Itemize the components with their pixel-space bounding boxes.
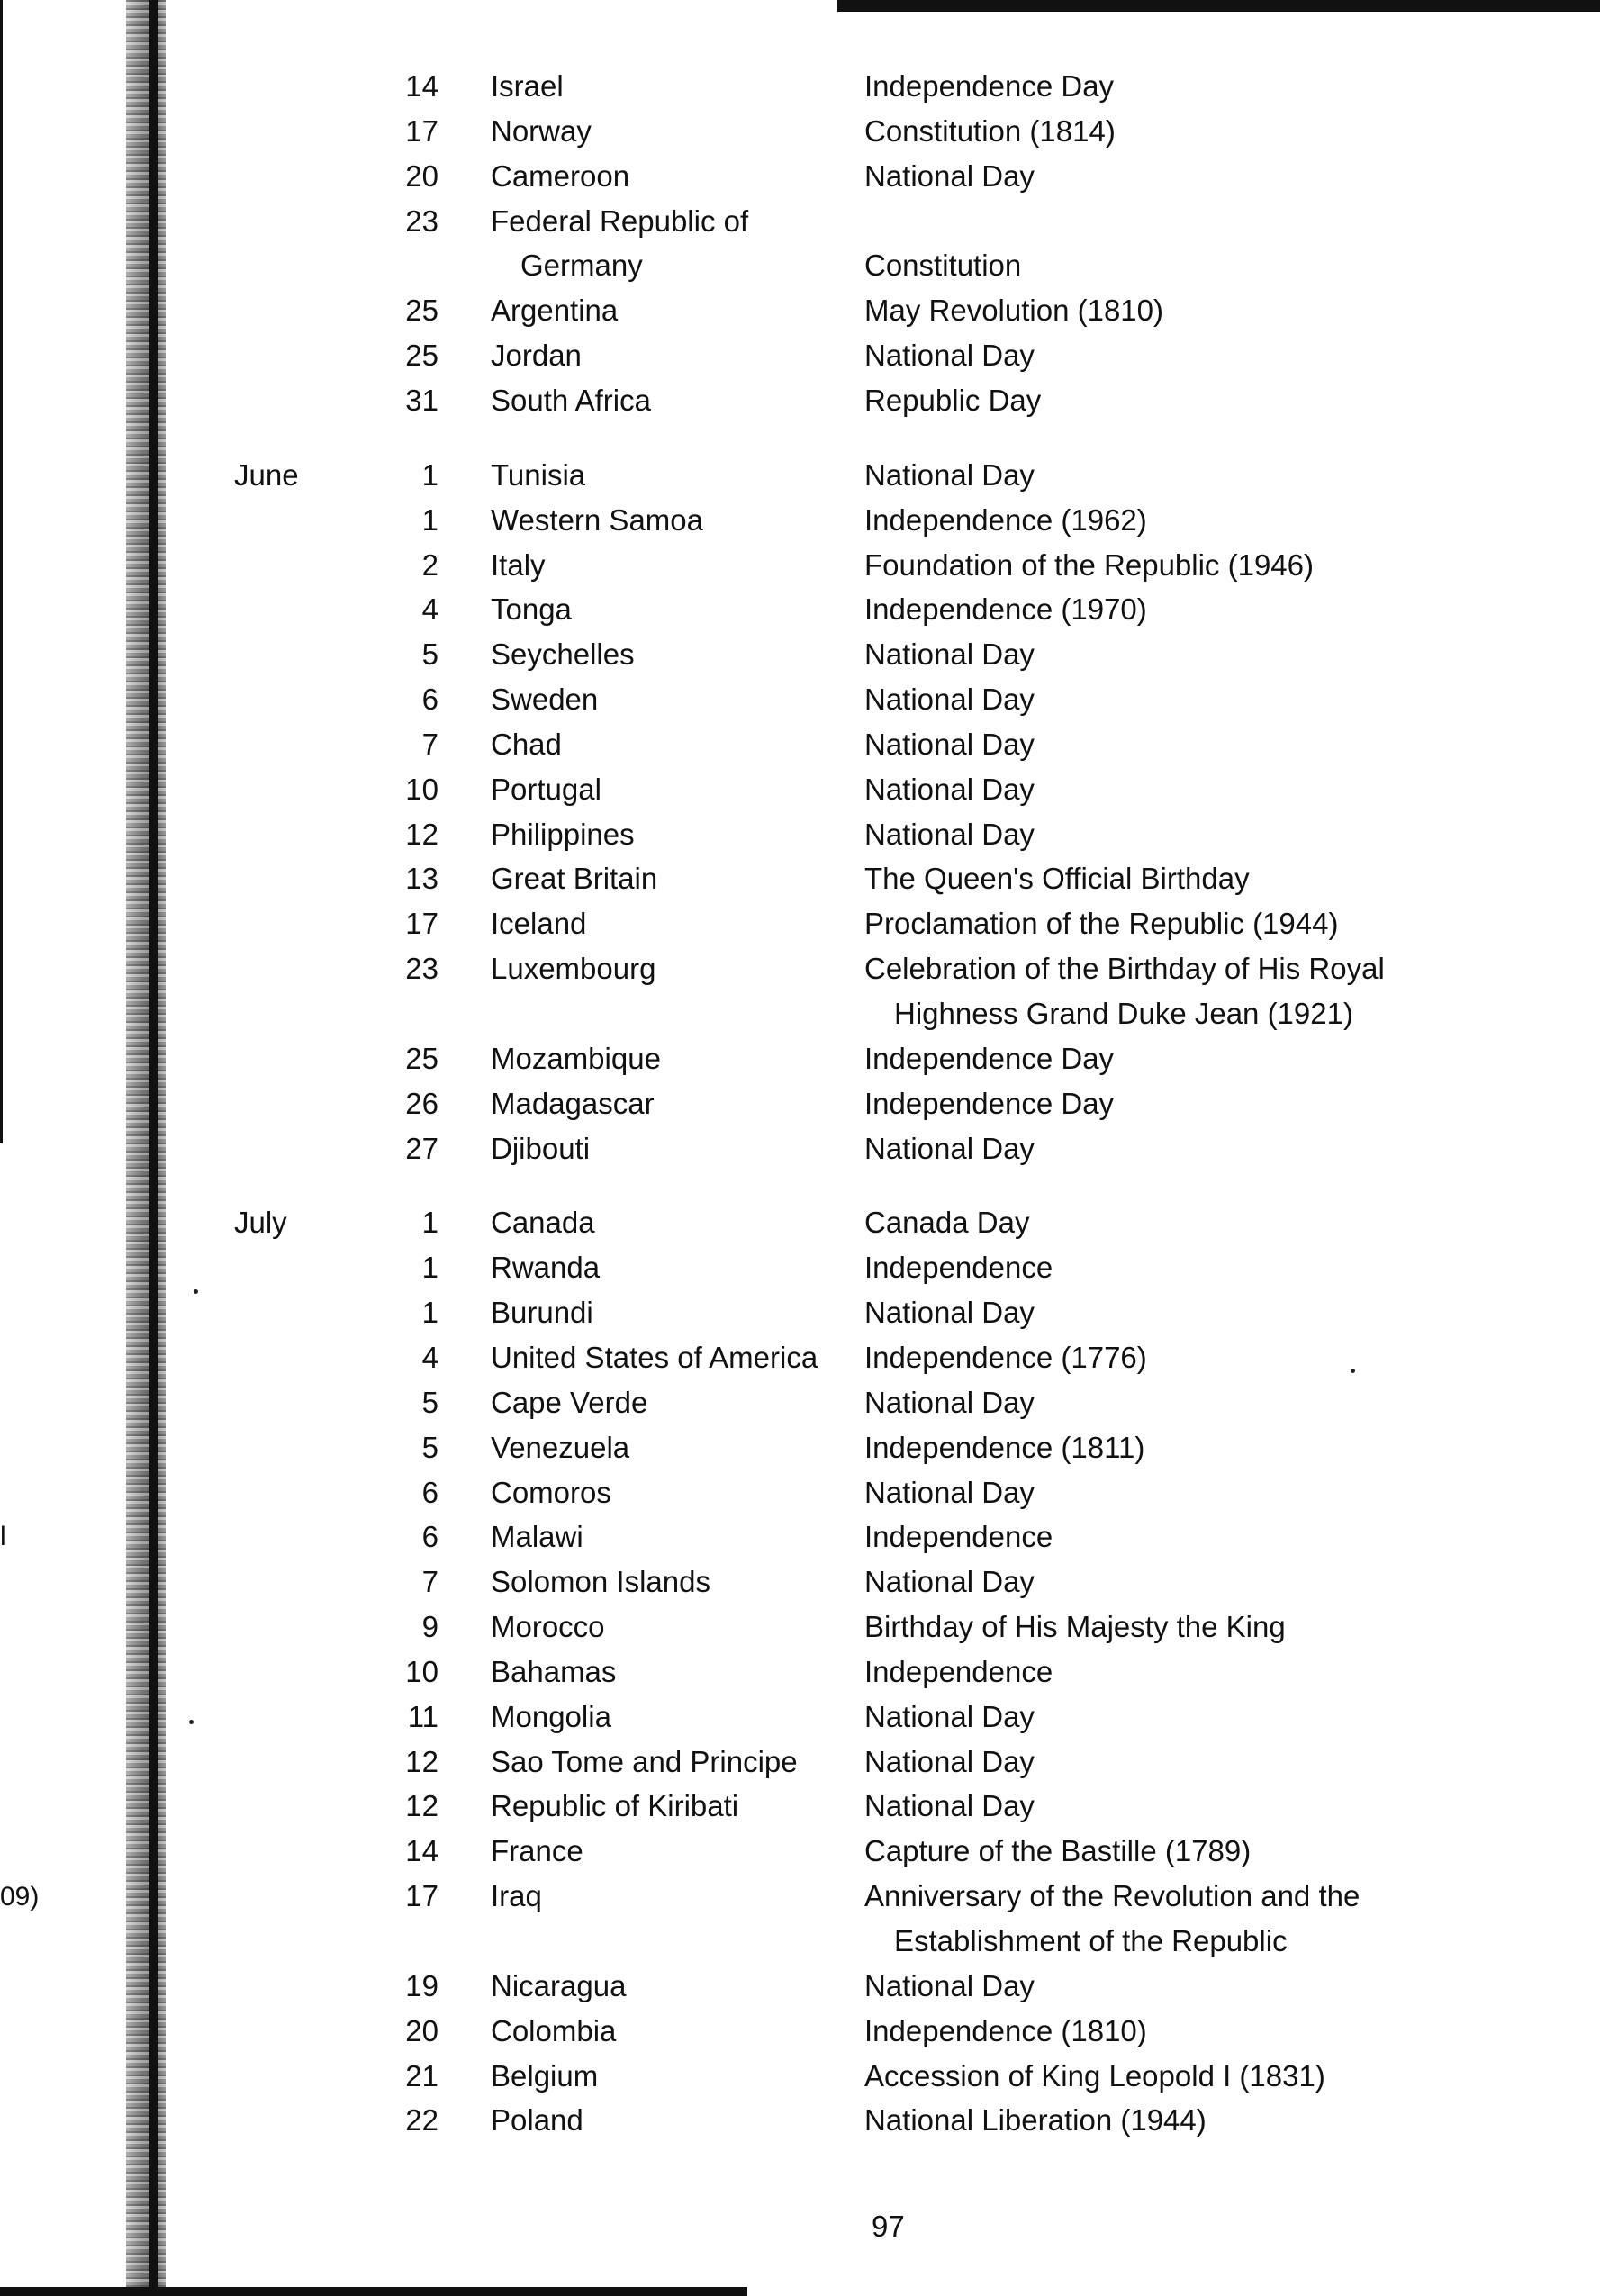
country-name: Malawi xyxy=(491,1520,583,1554)
day-number: 20 xyxy=(405,2013,438,2047)
day-number: 10 xyxy=(405,772,438,806)
table-row xyxy=(0,288,1600,333)
country-name: Norway xyxy=(491,113,592,148)
day-number: 17 xyxy=(405,907,438,941)
event-name: Capture of the Bastille (1789) xyxy=(864,1834,1252,1868)
facing-page-fragment: 09) xyxy=(0,1882,40,1912)
country-name: Federal Republic of xyxy=(491,203,749,238)
event-name: Independence xyxy=(864,1251,1053,1285)
day-number: 6 xyxy=(421,1520,438,1554)
country-name: South Africa xyxy=(491,383,651,417)
day-number: 4 xyxy=(421,592,438,627)
day-number: 1 xyxy=(421,1251,438,1285)
country-name: Western Samoa xyxy=(491,502,703,537)
table-row xyxy=(0,1380,1600,1425)
table-row xyxy=(0,991,1600,1036)
event-name: National Day xyxy=(864,772,1035,806)
event-name: The Queen's Official Birthday xyxy=(864,862,1250,896)
table-row xyxy=(0,378,1600,423)
country-name: Germany xyxy=(520,249,643,283)
country-name: Belgium xyxy=(491,2058,599,2093)
country-name: Djibouti xyxy=(491,1131,591,1165)
event-name: Independence (1962) xyxy=(864,502,1147,537)
day-number: 5 xyxy=(421,1385,438,1419)
day-number: 7 xyxy=(421,1565,438,1599)
scan-speck xyxy=(194,1289,198,1294)
event-name: Independence (1776) xyxy=(864,1340,1147,1374)
day-number: 1 xyxy=(421,502,438,537)
day-number: 23 xyxy=(405,203,438,238)
country-name: Republic of Kiribati xyxy=(491,1789,739,1823)
event-name: National Day xyxy=(864,1968,1035,2002)
page-number: 97 xyxy=(872,2210,905,2243)
event-name: Independence (1970) xyxy=(864,592,1147,627)
month-label: July xyxy=(234,1206,287,1240)
scan-top-border xyxy=(837,0,1600,12)
event-name: National Day xyxy=(864,1131,1035,1165)
country-name: Bahamas xyxy=(491,1654,617,1688)
day-number: 31 xyxy=(405,383,438,417)
country-name: Iceland xyxy=(491,907,587,941)
day-number: 25 xyxy=(405,294,438,328)
table-row xyxy=(0,1514,1600,1559)
event-name: National Day xyxy=(864,1475,1035,1509)
table-row xyxy=(0,453,1600,498)
table-row xyxy=(0,1650,1600,1695)
table-row xyxy=(0,543,1600,588)
day-number: 13 xyxy=(405,862,438,896)
table-row xyxy=(0,1604,1600,1650)
day-number: 14 xyxy=(405,1834,438,1868)
day-number: 9 xyxy=(421,1610,438,1644)
table-row xyxy=(0,109,1600,154)
event-name: Independence Day xyxy=(864,69,1115,103)
table-row xyxy=(0,632,1600,677)
day-number: 26 xyxy=(405,1086,438,1120)
table-row xyxy=(0,1081,1600,1126)
event-name: National Day xyxy=(864,727,1035,761)
country-name: Cameroon xyxy=(491,158,630,193)
table-row xyxy=(0,154,1600,199)
country-name: Argentina xyxy=(491,294,619,328)
table-row xyxy=(0,2054,1600,2099)
table-row xyxy=(0,1874,1600,1919)
country-name: Sweden xyxy=(491,682,599,717)
country-name: Sao Tome and Principe xyxy=(491,1744,798,1778)
table-row xyxy=(0,722,1600,767)
event-name: Constitution (1814) xyxy=(864,113,1116,148)
event-name: Highness Grand Duke Jean (1921) xyxy=(894,997,1353,1030)
day-number: 1 xyxy=(421,1206,438,1240)
event-name: National Day xyxy=(864,1565,1035,1599)
day-number: 5 xyxy=(421,637,438,672)
scan-speck xyxy=(1351,1369,1355,1373)
table-row xyxy=(0,1695,1600,1740)
day-number: 12 xyxy=(405,1744,438,1778)
table-row xyxy=(0,901,1600,946)
month-label: June xyxy=(234,457,299,492)
country-name: Philippines xyxy=(491,817,635,851)
event-name: Birthday of His Majesty the King xyxy=(864,1610,1286,1644)
table-row xyxy=(0,1964,1600,2009)
country-name: Mongolia xyxy=(491,1699,611,1733)
event-name: Canada Day xyxy=(864,1206,1030,1240)
country-name: France xyxy=(491,1834,583,1868)
day-number: 21 xyxy=(405,2058,438,2093)
day-number: 2 xyxy=(421,547,438,582)
table-row xyxy=(0,587,1600,632)
country-name: Seychelles xyxy=(491,637,635,672)
country-name: Rwanda xyxy=(491,1251,601,1285)
country-name: Venezuela xyxy=(491,1430,630,1464)
country-name: Great Britain xyxy=(491,862,658,896)
table-row xyxy=(0,1559,1600,1604)
event-name: National Day xyxy=(864,339,1035,373)
event-name: National Day xyxy=(864,1744,1035,1778)
day-number: 1 xyxy=(421,457,438,492)
country-name: United States of America xyxy=(491,1340,818,1374)
table-row xyxy=(0,2098,1600,2143)
event-name: Independence xyxy=(864,1520,1053,1554)
day-number: 17 xyxy=(405,1879,438,1913)
country-name: Jordan xyxy=(491,339,582,373)
country-name: Cape Verde xyxy=(491,1385,648,1419)
event-name: Independence (1810) xyxy=(864,2013,1147,2047)
event-name: May Revolution (1810) xyxy=(864,294,1163,328)
day-number: 11 xyxy=(407,1699,438,1733)
event-name: Independence xyxy=(864,1654,1053,1688)
scan-speck xyxy=(189,1720,194,1724)
day-number: 12 xyxy=(405,1789,438,1823)
event-name: Foundation of the Republic (1946) xyxy=(864,547,1314,582)
event-name: Constitution xyxy=(864,249,1022,283)
country-name: Tonga xyxy=(491,592,572,627)
table-row xyxy=(0,243,1600,288)
table-row xyxy=(0,333,1600,378)
table-row xyxy=(0,1335,1600,1380)
event-name: National Day xyxy=(864,1699,1035,1733)
table-row xyxy=(0,1200,1600,1245)
event-name: National Day xyxy=(864,457,1035,492)
day-number: 22 xyxy=(405,2103,438,2138)
table-row xyxy=(0,199,1600,244)
event-name: National Liberation (1944) xyxy=(864,2103,1207,2138)
event-name: National Day xyxy=(864,1296,1035,1330)
country-name: Madagascar xyxy=(491,1086,655,1120)
country-name: Poland xyxy=(491,2103,583,2138)
table-row xyxy=(0,498,1600,543)
day-number: 6 xyxy=(421,1475,438,1509)
event-name: National Day xyxy=(864,682,1035,717)
country-name: Chad xyxy=(491,727,562,761)
event-name: National Day xyxy=(864,1385,1035,1419)
event-name: National Day xyxy=(864,817,1035,851)
day-number: 10 xyxy=(405,1654,438,1688)
table-row xyxy=(0,1740,1600,1785)
day-number: 19 xyxy=(405,1968,438,2002)
day-number: 25 xyxy=(405,339,438,373)
day-number: 12 xyxy=(405,817,438,851)
event-name: National Day xyxy=(864,1789,1035,1823)
facing-page-fragment: l xyxy=(0,1522,6,1551)
table-row xyxy=(0,1290,1600,1335)
country-name: Mozambique xyxy=(491,1041,661,1075)
table-row xyxy=(0,677,1600,722)
country-name: Tunisia xyxy=(491,457,586,492)
country-name: Luxembourg xyxy=(491,952,656,986)
country-name: Nicaragua xyxy=(491,1968,627,2002)
day-number: 23 xyxy=(405,952,438,986)
country-name: Italy xyxy=(491,547,546,582)
country-name: Comoros xyxy=(491,1475,611,1509)
table-row xyxy=(0,1036,1600,1081)
country-name: Colombia xyxy=(491,2013,617,2047)
country-name: Israel xyxy=(491,69,564,103)
day-number: 5 xyxy=(421,1430,438,1464)
table-row xyxy=(0,946,1600,991)
country-name: Iraq xyxy=(491,1879,542,1913)
day-number: 4 xyxy=(421,1340,438,1374)
table-row xyxy=(0,1919,1600,1964)
day-number: 20 xyxy=(405,158,438,193)
country-name: Solomon Islands xyxy=(491,1565,710,1599)
day-number: 14 xyxy=(405,69,438,103)
table-row xyxy=(0,856,1600,901)
event-name: Celebration of the Birthday of His Royal xyxy=(864,952,1385,986)
event-name: Anniversary of the Revolution and the xyxy=(864,1879,1360,1913)
table-row xyxy=(0,812,1600,857)
table-row xyxy=(0,1784,1600,1829)
event-name: National Day xyxy=(864,158,1035,193)
event-name: Accession of King Leopold I (1831) xyxy=(864,2058,1325,2093)
table-row xyxy=(0,767,1600,812)
country-name: Burundi xyxy=(491,1296,593,1330)
table-row xyxy=(0,1470,1600,1515)
event-name: National Day xyxy=(864,637,1035,672)
day-number: 1 xyxy=(421,1296,438,1330)
day-number: 7 xyxy=(421,727,438,761)
day-number: 25 xyxy=(405,1041,438,1075)
scan-bottom-border xyxy=(0,2287,747,2296)
event-name: Independence Day xyxy=(864,1086,1115,1120)
table-row xyxy=(0,1245,1600,1290)
table-row xyxy=(0,1425,1600,1470)
event-name: Establishment of the Republic xyxy=(894,1924,1288,1957)
table-row xyxy=(0,1829,1600,1874)
table-row xyxy=(0,2009,1600,2054)
event-name: Independence Day xyxy=(864,1041,1115,1075)
country-name: Canada xyxy=(491,1206,595,1240)
day-number: 17 xyxy=(405,113,438,148)
country-name: Morocco xyxy=(491,1610,605,1644)
event-name: Republic Day xyxy=(864,383,1042,417)
event-name: Independence (1811) xyxy=(864,1430,1145,1464)
event-name: Proclamation of the Republic (1944) xyxy=(864,907,1339,941)
day-number: 6 xyxy=(421,682,438,717)
table-row xyxy=(0,64,1600,109)
country-name: Portugal xyxy=(491,772,601,806)
table-row xyxy=(0,1126,1600,1171)
day-number: 27 xyxy=(405,1131,438,1165)
